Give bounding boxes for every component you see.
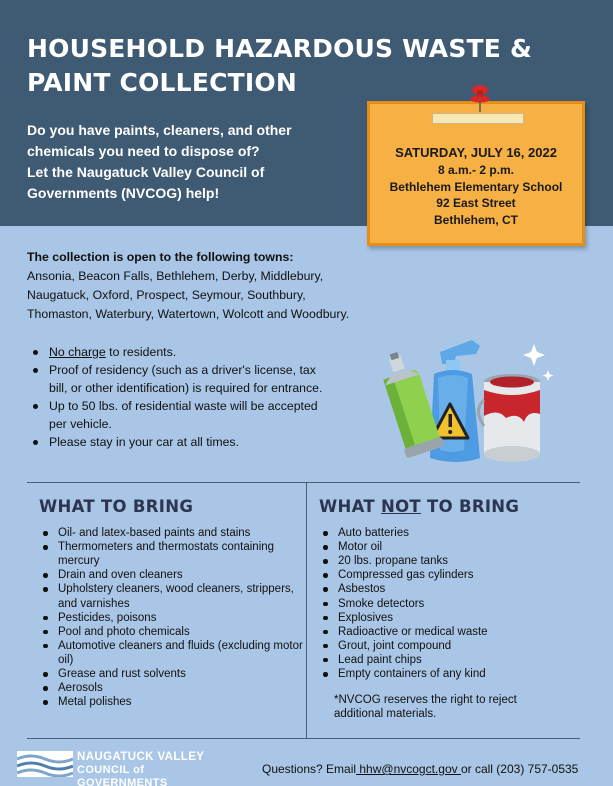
hazardous-products-illustration bbox=[368, 330, 558, 470]
footer-prefix: Questions? Email bbox=[262, 762, 357, 776]
eligible-towns bbox=[27, 248, 587, 324]
list-item: Smoke detectors bbox=[319, 597, 587, 611]
rules-list bbox=[30, 343, 330, 451]
list-item: Radioactive or medical waste bbox=[319, 625, 587, 639]
heading-pre: WHAT bbox=[319, 497, 381, 516]
list-item: Aerosols bbox=[39, 681, 305, 695]
rule-item bbox=[30, 343, 330, 361]
event-sign bbox=[367, 101, 585, 246]
event-details bbox=[370, 144, 582, 228]
list-item: Grease and rust solvents bbox=[39, 667, 305, 681]
contact-footer bbox=[262, 762, 578, 776]
divider-bottom bbox=[27, 738, 580, 739]
what-to-bring-list bbox=[39, 526, 305, 709]
list-item: Pesticides, poisons bbox=[39, 611, 305, 625]
logo-line-2: COUNCIL of GOVERNMENTS bbox=[77, 764, 168, 786]
what-not-to-bring-list bbox=[319, 526, 587, 681]
list-item: Empty containers of any kind bbox=[319, 667, 587, 681]
no-charge-text: No charge bbox=[49, 345, 106, 359]
event-street: 92 East Street bbox=[436, 196, 516, 210]
list-item: Motor oil bbox=[319, 540, 587, 554]
towns-line-1: Ansonia, Beacon Falls, Bethlehem, Derby, Middlebury, bbox=[27, 269, 324, 283]
what-not-to-bring-heading bbox=[319, 497, 587, 516]
title-line-1: HOUSEHOLD HAZARDOUS WASTE & bbox=[27, 34, 532, 63]
intro-line-4: Governments (NVCOG) help! bbox=[27, 185, 220, 201]
list-item: Thermometers and thermostats containing mercury bbox=[39, 540, 305, 568]
rule-item: Proof of residency (such as a driver's license, tax bill, or other identification) is required for entrance. bbox=[30, 361, 330, 397]
paint-can-icon bbox=[479, 374, 541, 462]
list-item: 20 lbs. propane tanks bbox=[319, 554, 587, 568]
list-item: Auto batteries bbox=[319, 526, 587, 540]
towns-line-3: Thomaston, Waterbury, Watertown, Wolcott and Woodbury. bbox=[27, 307, 350, 321]
event-date: SATURDAY, JULY 16, 2022 bbox=[395, 145, 557, 160]
intro-line-1: Do you have paints, cleaners, and other bbox=[27, 122, 292, 138]
heading-post: TO BRING bbox=[421, 497, 520, 516]
logo-text bbox=[77, 751, 235, 786]
push-pin-icon bbox=[467, 83, 493, 113]
intro-line-2: chemicals you need to dispose of? bbox=[27, 143, 260, 159]
what-to-bring-panel bbox=[27, 482, 305, 709]
rule-item: Please stay in your car at all times. bbox=[30, 433, 330, 451]
reservation-note: *NVCOG reserves the right to reject additional materials. bbox=[334, 694, 517, 721]
list-item: Grout, joint compound bbox=[319, 639, 587, 653]
email-link[interactable]: hhw@nvcogct.gov bbox=[356, 762, 461, 776]
nvcog-logo-icon bbox=[17, 751, 73, 777]
what-not-to-bring-panel bbox=[307, 482, 587, 721]
towns-line-2: Naugatuck, Oxford, Prospect, Seymour, Southbury, bbox=[27, 288, 306, 302]
list-item: Automotive cleaners and fluids (excluding motor oil) bbox=[39, 639, 305, 667]
title-line-2: PAINT COLLECTION bbox=[27, 68, 297, 97]
heading-not: NOT bbox=[381, 497, 421, 516]
what-to-bring-heading: WHAT TO BRING bbox=[39, 497, 194, 516]
no-charge-rest: to residents. bbox=[105, 345, 177, 359]
event-time: 8 a.m.- 2 p.m. bbox=[437, 163, 515, 177]
list-item: Pool and photo chemicals bbox=[39, 625, 305, 639]
list-item: Asbestos bbox=[319, 582, 587, 596]
list-item: Metal polishes bbox=[39, 695, 305, 709]
nvcog-logo bbox=[15, 748, 235, 786]
rule-item: Up to 50 lbs. of residential waste will be accepted per vehicle. bbox=[30, 397, 330, 433]
intro-text bbox=[27, 120, 357, 204]
event-venue: Bethlehem Elementary School bbox=[389, 179, 563, 194]
event-city: Bethlehem, CT bbox=[433, 212, 518, 227]
footer-suffix: or call (203) 757-0535 bbox=[460, 762, 579, 776]
list-item: Upholstery cleaners, wood cleaners, strippers, and varnishes bbox=[39, 582, 305, 610]
intro-line-3: Let the Naugatuck Valley Council of bbox=[27, 164, 265, 180]
sign-label-strip bbox=[432, 113, 524, 124]
towns-lead: The collection is open to the following towns: bbox=[27, 250, 294, 264]
list-item: Lead paint chips bbox=[319, 653, 587, 667]
list-item: Oil- and latex-based paints and stains bbox=[39, 526, 305, 540]
list-item: Explosives bbox=[319, 611, 587, 625]
list-item: Drain and oven cleaners bbox=[39, 568, 305, 582]
logo-line-1: NAUGATUCK VALLEY bbox=[77, 751, 205, 763]
list-item: Compressed gas cylinders bbox=[319, 568, 587, 582]
